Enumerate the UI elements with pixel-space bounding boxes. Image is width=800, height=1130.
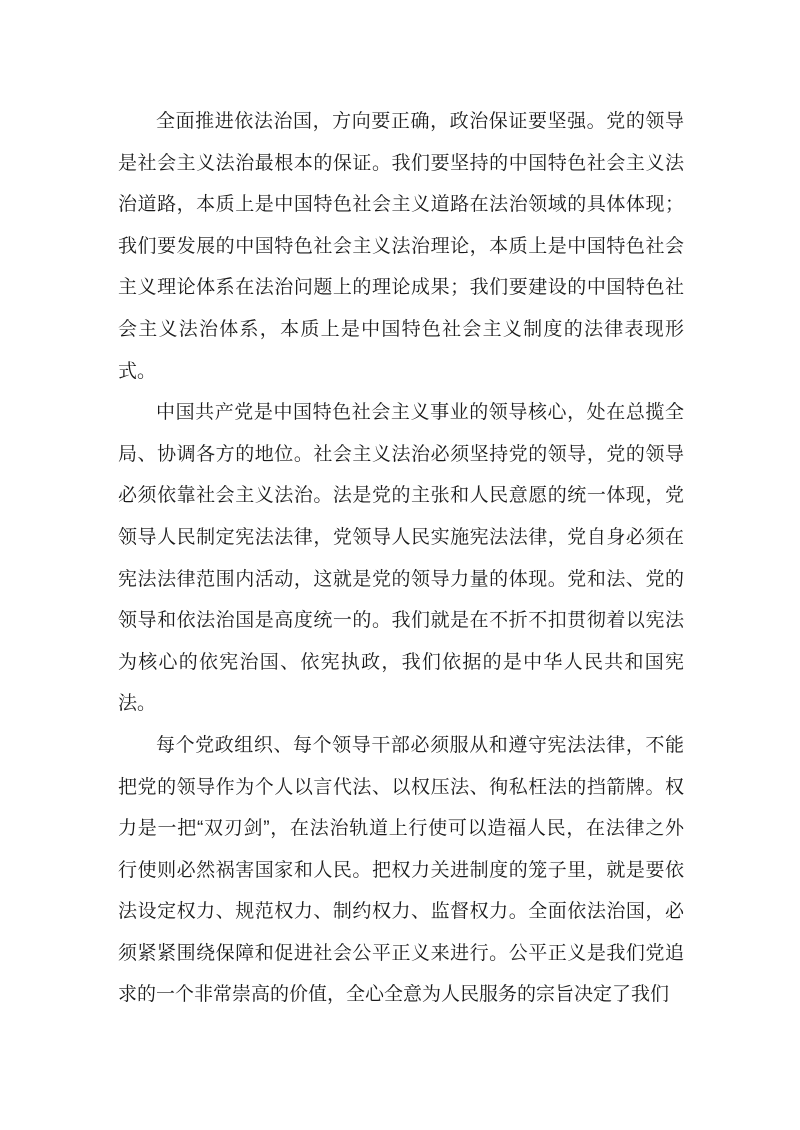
text-line: 行使则必然祸害国家和人民。把权力关进制度的笼子里，就是要依 [118, 859, 684, 881]
text-line: 领导人民制定宪法法律，党领导人民实施宪法法律，党自身必须在 [118, 526, 684, 548]
text-line: 力是一把“双刃剑”，在法治轨道上行使可以造福人民，在法律之外 [118, 818, 684, 840]
text-line: 全面推进依法治国，方向要正确，政治保证要坚强。党的领导 [156, 111, 684, 132]
text-line: 主义理论体系在法治问题上的理论成果；我们要建设的中国特色社 [118, 277, 684, 299]
text-line: 须紧紧围绕保障和促进社会公平正义来进行。公平正义是我们党追 [118, 942, 684, 964]
text-line: 法设定权力、规范权力、制约权力、监督权力。全面依法治国，必 [118, 901, 684, 923]
text-line: 必须依靠社会主义法治。法是党的主张和人民意愿的统一体现，党 [118, 485, 684, 507]
text-line: 领导和依法治国是高度统一的。我们就是在不折不扣贯彻着以宪法 [118, 610, 684, 632]
text-line: 求的一个非常崇高的价值，全心全意为人民服务的宗旨决定了我们 [118, 984, 670, 1006]
text-line: 宪法法律范围内活动，这就是党的领导力量的体现。党和法、党的 [118, 568, 684, 590]
text-line: 是社会主义法治最根本的保证。我们要坚持的中国特色社会主义法 [118, 152, 684, 174]
text-line: 为核心的依宪治国、依宪执政，我们依据的是中华人民共和国宪 [118, 651, 684, 673]
text-line: 法。 [118, 693, 157, 715]
text-line: 式。 [118, 360, 157, 382]
text-line: 会主义法治体系，本质上是中国特色社会主义制度的法律表现形 [118, 318, 684, 340]
text-line: 我们要发展的中国特色社会主义法治理论，本质上是中国特色社会 [118, 235, 684, 257]
text-line: 局、协调各方的地位。社会主义法治必须坚持党的领导，党的领导 [118, 443, 684, 465]
text-line: 把党的领导作为个人以言代法、以权压法、徇私枉法的挡箭牌。权 [118, 776, 684, 798]
document-body [118, 101, 684, 1016]
text-line: 每个党政组织、每个领导干部必须服从和遵守宪法法律，不能 [156, 734, 684, 756]
text-line: 中国共产党是中国特色社会主义事业的领导核心，处在总揽全 [156, 402, 684, 424]
text-line: 治道路，本质上是中国特色社会主义道路在法治领域的具体体现； [118, 194, 684, 216]
